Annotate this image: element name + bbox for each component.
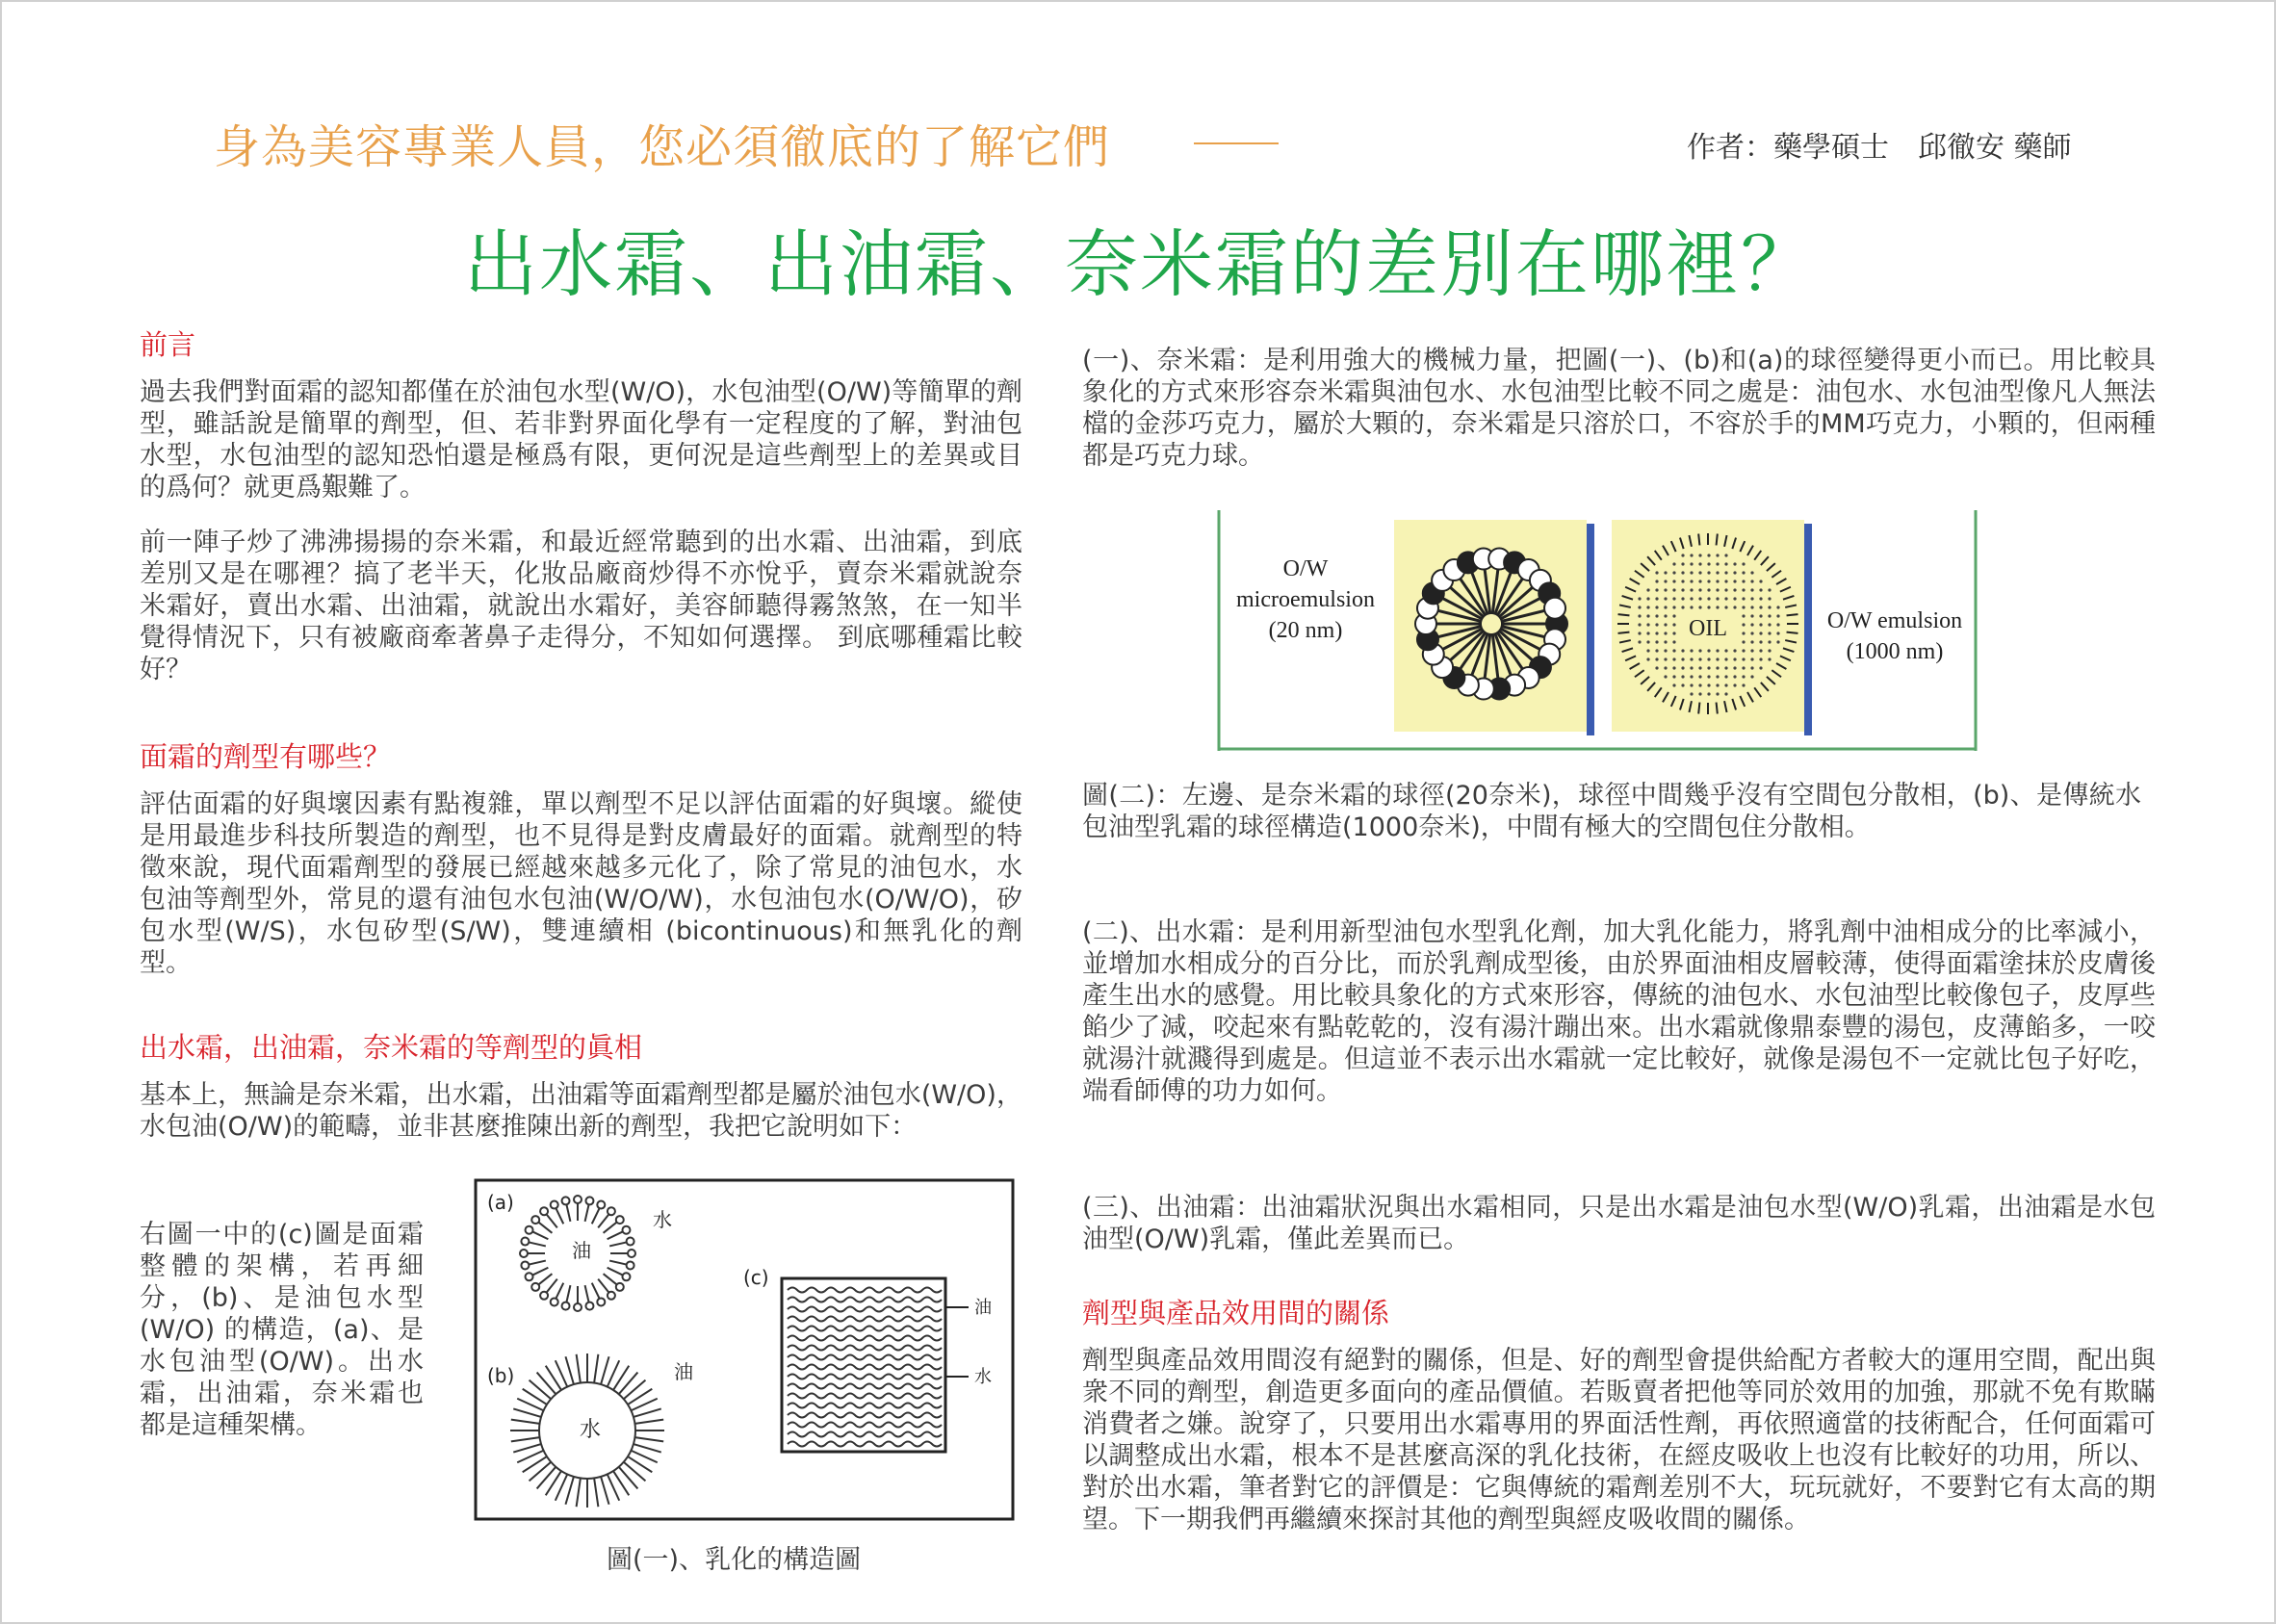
fig2-emulsion-panel xyxy=(1612,520,1812,735)
preface-section xyxy=(140,323,1022,685)
fig1-water-label-c: 水 xyxy=(974,1367,992,1387)
truth-heading: 出水霜，出油霜，奈米霜的等劑型的眞相 xyxy=(140,1031,643,1064)
fig1-water-label-a: 水 xyxy=(653,1208,672,1231)
oil-cream-section xyxy=(1082,1192,2156,1255)
fig2-microemulsion-panel xyxy=(1394,520,1594,735)
fig1-bicontinuous-pattern xyxy=(782,1278,945,1452)
nano-paragraph: (一)、奈米霜：是利用強大的機械力量，把圖(一)、(b)和(a)的球徑變得更小而已。用比較具象化的方式來形容奈米霜與油包水、水包油型比較不同之處是：油包水、水包油型像凡人無法檔的金莎巧克力，屬於大顆的，奈米霜是只溶於口，不容於手的MM巧克力，小顆的，但兩種都是巧克力球。 xyxy=(1082,346,2156,471)
fig2-label-ow: O/W xyxy=(1282,556,1329,581)
emulsion-structure-figure xyxy=(474,1178,1015,1521)
microemulsion-comparison-figure xyxy=(1217,510,1978,751)
fig1-oil-label-a: 油 xyxy=(572,1239,591,1262)
types-section xyxy=(140,735,1022,979)
water-cream-section xyxy=(1082,916,2156,1107)
fig2-oil-label: OIL xyxy=(1689,616,1727,641)
fig2-caption-block xyxy=(1082,780,2141,843)
page-title: 出水霜、出油霜、奈米霜的差別在哪裡？ xyxy=(464,221,1816,307)
fig1-water-label-b: 水 xyxy=(580,1418,602,1442)
fig1-oil-label-b: 油 xyxy=(674,1360,693,1383)
relation-heading: 劑型與產品效用間的關係 xyxy=(1082,1297,1390,1329)
header-author: 作者：藥學碩士 邱徹安 藥師 xyxy=(1687,131,2072,165)
fig2-label-20nm: (20 nm) xyxy=(1268,618,1343,643)
types-heading: 面霜的劑型有哪些？ xyxy=(140,740,392,773)
water-cream-paragraph: (二)、出水霜：是利用新型油包水型乳化劑，加大乳化能力，將乳劑中油相成分的比率減小，並增加水相成分的百分比，而於乳劑成型後，由於界面油相皮層較薄，使得面霜塗抹於皮膚後產生出水的感覺。用比較具象化的方式來形容，傳統的油包水、水包油型比較像包子，皮厚些餡少了減，咬起來有點乾乾的，沒有湯汁蹦出來。出水霜就像鼎泰豐的湯包，皮薄餡多，一咬就湯汁就濺得到處是。但這並不表示出水霜就一定比較好，就像是湯包不一定就比包子好吃，端看師傅的功力如何。 xyxy=(1082,917,2156,1106)
fig1-description-text: 右圖一中的(c)圖是面霜整體的架構，若再細分，(b)、是油包水型(W/O) 的構造，(a)、是水包油型(O/W)。出水霜，出油霜，奈米霜也都是這種架構。 xyxy=(140,1220,424,1440)
fig1-label-c: (c) xyxy=(743,1266,769,1289)
header-kicker: 身為美容專業人員，您必須徹底的了解它們 xyxy=(214,120,1111,174)
header-dash xyxy=(1194,142,1279,144)
preface-paragraph-1: 過去我們對面霜的認知都僅在於油包水型(W/O)，水包油型(O/W)等簡單的劑型，雖話說是簡單的劑型，但、若非對界面化學有一定程度的了解，對油包水型，水包油型的認知恐怕還是極爲有限，更何況是這些劑型上的差異或目的爲何？就更爲艱難了。 xyxy=(140,377,1022,503)
fig1-label-a: (a) xyxy=(487,1191,514,1214)
fig2-label-1000nm: (1000 nm) xyxy=(1846,639,1944,664)
relation-paragraph: 劑型與產品效用間沒有絕對的關係，但是、好的劑型會提供給配方者較大的運用空間，配出與衆不同的劑型，創造更多面向的產品價値。若販賣者把他等同於效用的加強，那就不免有欺瞞消費者之嫌。說穿了，只要用出水霜專用的界面活性劑，再依照適當的技術配合，任何面霜可以調整成出水霜，根本不是甚麼高深的乳化技術，在經皮吸收上也沒有比較好的功用，所以、對於出水霜，筆者對它的評價是：它與傳統的霜劑差別不大，玩玩就好，不要對它有太高的期望。下一期我們再繼續來探討其他的劑型與經皮吸收間的關係。 xyxy=(1082,1346,2156,1534)
preface-paragraph-2: 前一陣子炒了沸沸揚揚的奈米霜，和最近經常聽到的出水霜、出油霜，到底差別又是在哪裡？搞了老半天，化妝品廠商炒得不亦悅乎，賣奈米霜就說奈米霜好，賣出水霜、出油霜，就說出水霜好，美容師聽得霧煞煞，在一知半覺得情況下，只有被廠商牽著鼻子走得分，不知如何選擇。 到底哪種霜比較好？ xyxy=(140,528,1022,684)
fig2-label-ow-emulsion: O/W emulsion xyxy=(1826,608,1963,633)
relation-section xyxy=(1082,1292,2156,1535)
truth-section xyxy=(140,1026,1022,1143)
fig1-label-b: (b) xyxy=(487,1364,515,1387)
truth-paragraph: 基本上，無論是奈米霜，出水霜，出油霜等面霜劑型都是屬於油包水(W/O)，水包油(O/W)的範疇，並非甚麼推陳出新的劑型，我把它說明如下： xyxy=(140,1080,1022,1142)
types-paragraph: 評估面霜的好與壞因素有點複雜，單以劑型不足以評估面霜的好與壞。縱使是用最進步科技所製造的劑型，也不見得是對皮膚最好的面霜。就劑型的特徵來說，現代面霜劑型的發展已經越來越多元化了，除了常見的油包水，水包油等劑型外，常見的還有油包水包油(W/O/W)，水包油包水(O/W/O)，矽包水型(W/S)，水包矽型(S/W)，雙連續相 (bicontinuous)和無乳化的劑型。 xyxy=(140,789,1022,978)
fig1-description xyxy=(140,1219,424,1441)
fig1-caption: 圖(一)、乳化的構造圖 xyxy=(607,1545,862,1575)
fig1-oil-label-c: 油 xyxy=(974,1298,992,1318)
oil-cream-paragraph: (三)、出油霜：出油霜狀況與出水霜相同，只是出水霜是油包水型(W/O)乳霜，出油霜是水包油型(O/W)乳霜，僅此差異而已。 xyxy=(1082,1193,2156,1254)
fig2-label-microemulsion: microemulsion xyxy=(1236,587,1375,612)
fig2-caption: 圖(二)：左邊、是奈米霜的球徑(20奈米)，球徑中間幾乎沒有空間包分散相，(b)、是傳統水包油型乳霜的球徑構造(1000奈米)，中間有極大的空間包住分散相。 xyxy=(1082,781,2141,842)
preface-heading: 前言 xyxy=(140,328,196,361)
nano-section xyxy=(1082,345,2156,472)
